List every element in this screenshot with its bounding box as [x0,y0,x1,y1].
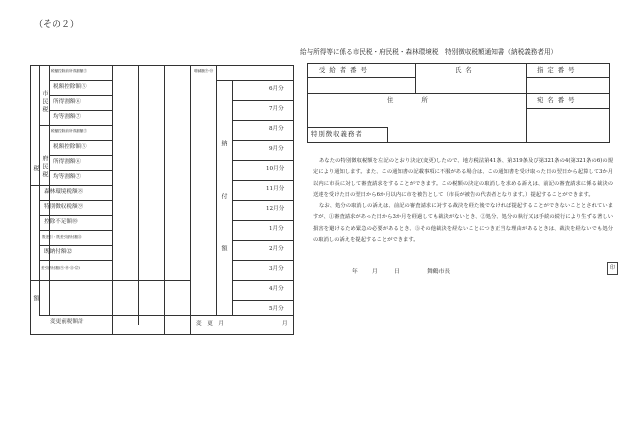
addressee-no-label: 宛名番号 [537,96,579,104]
row-label: 税額控除前所得割額⑤ [51,129,87,133]
designation-no-label: 指定番号 [537,66,579,74]
row-label: 均等割額⑦ [53,174,81,180]
notice-paragraph: あなたの特別徴収税額を左記のとおり決定(変更)したので、地方税法第41条、第319条及び第321条の4(第321条の6)の規定により通知します。また、この通知書の記載事項に不服がある場合は、この通知書を受け取った日の翌日から起算して3か月以内に市長に対して審査請求をすることができます。この税額の決定の取消しを求める訴えは、前記の審査請求に係る裁決の送達を受けた日の翌日から6か月以内に市を被告として（市長が被告の代表者となります。）提起することができます。 [313,158,613,198]
document-title: 給与所得等に係る市民税・府民税・森林環境税 特別徴収税額通知書（納税義務者用） [300,48,558,56]
month-label: 8月分 [269,126,284,132]
tsuki-label: 付 [220,193,227,201]
month-label: 3月分 [269,266,284,272]
mayor-label: 舞鶴市長 [427,269,451,275]
page-label: （その２） [34,20,80,30]
row-label: 差引納付額(⑨-⑩-⑪-⑫) [41,266,80,270]
month-label: 1月分 [269,226,284,232]
row-label: 税額控除前所得割額⑤ [51,69,87,73]
increase-label: 増減額⑨-⑩ [194,69,214,73]
name-label: 氏名 [455,66,476,74]
recipient-table [307,63,610,143]
month-label: 6月分 [269,86,284,92]
employer-label: 特別徴収義務者 [311,130,363,138]
seal-stamp: 印 [607,262,618,275]
row-label: 所得割額⑥ [53,99,81,105]
zei-label: 税 [32,165,39,173]
row-label: 既差引・既差引納付額⑪ [42,235,82,239]
month-label: 7月分 [269,106,284,112]
row-label: 税額控除額⑤ [53,144,87,150]
row-label: 所得割額⑥ [53,159,81,165]
footer-month: 月 [372,269,378,275]
gaku2-label: 額 [220,245,227,253]
change-month-unit: 月 [282,321,288,327]
left-tax-table [30,65,294,335]
month-label: 4月分 [269,286,284,292]
fu-label: 府民税 [41,155,48,179]
recipient-no-label: 受給者番号 [319,66,371,74]
notice-body [313,156,613,246]
row-label: 特別徴収税額⑨ [44,204,84,210]
month-label: 11月分 [266,186,285,192]
notsuki-label: 納 [220,140,227,148]
footer-year: 年 [352,269,358,275]
month-label: 9月分 [269,146,284,152]
row-label: 森林環境税額⑧ [44,189,84,195]
row-label: 控除不足額⑩ [44,219,78,225]
change-month-label: 変 更 月 [196,321,224,327]
month-label: 12月分 [266,206,285,212]
change-label: 変更前税額計 [50,319,84,325]
shi-label: 市民税 [41,90,48,114]
month-label: 5月分 [269,306,284,312]
row-label: 税額控除額⑤ [53,84,87,90]
notice-paragraph: なお、処分の取消しの訴えは、前記の審査請求に対する裁決を経た後でなければ提起することができないこととされていますが、①審査請求があった日から3か月を経過しても裁決がないとき、②処分、処分の執行又は手続の続行により生ずる著しい損害を避けるため緊急の必要があるとき、③その他裁決を経ないことにつき正当な理由があるときは、裁決を経ないでも処分の取消しの訴えを提起することができます。 [313,203,613,244]
footer-day: 日 [394,269,400,275]
gaku-label: 額 [32,295,39,303]
address-label: 住所 [387,96,456,104]
month-label: 10月分 [266,166,285,172]
row-label: 均等割額⑦ [53,114,81,120]
month-label: 2月分 [269,246,284,252]
row-label: 既納付額⑫ [44,249,72,255]
